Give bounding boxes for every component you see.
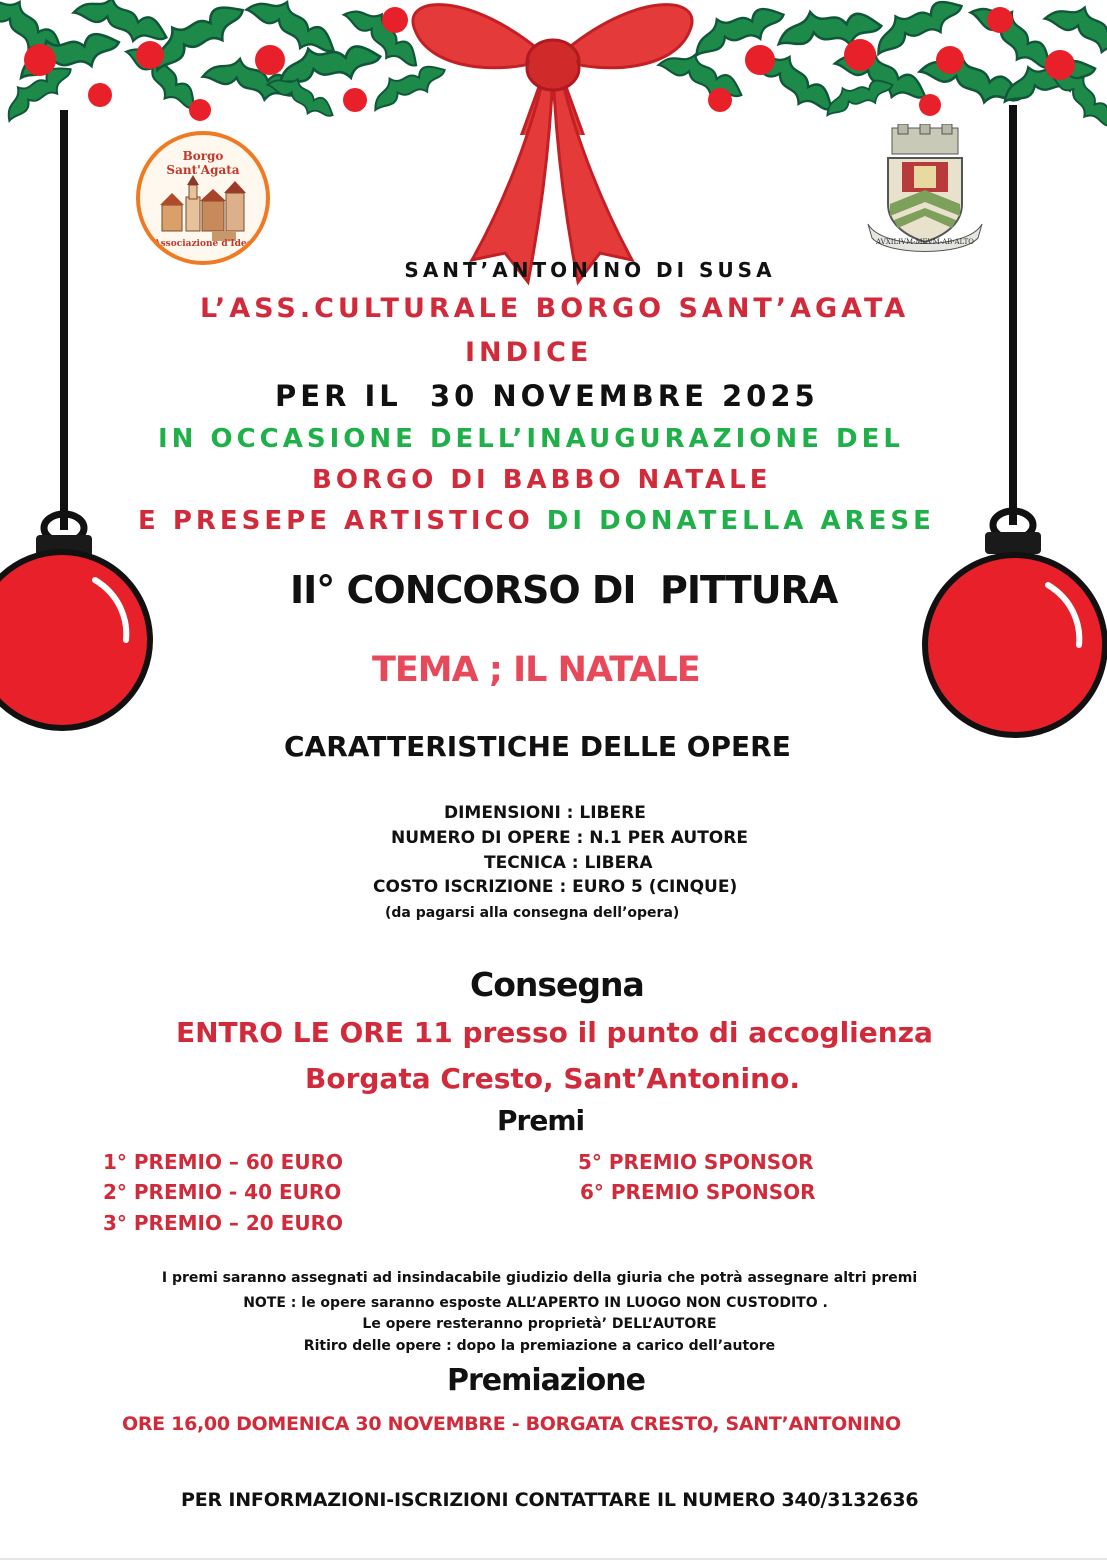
contest-title: II° CONCORSO DI PITTURA (290, 568, 838, 612)
header-town: SANT’ANTONINO DI SUSA (404, 258, 776, 282)
holly-berry (343, 88, 367, 112)
note-line-4: Ritiro delle opere : dopo la premiazione a carico dell’autore (303, 1338, 776, 1354)
header-date: PER IL 30 NOVEMBRE 2025 (275, 379, 819, 413)
logo-name-bottom: Associazione d'Idee (153, 239, 253, 249)
note-line-1: I premi saranno assegnati ad insindacabile giudizio della giuria che potrà assegnare altri premi (161, 1270, 918, 1286)
features-dimensions: DIMENSIONI : LIBERE (444, 803, 646, 823)
award-heading: Premiazione (447, 1363, 645, 1398)
header-indice: INDICE (465, 337, 593, 368)
holly-berry (745, 45, 775, 75)
features-number: NUMERO DI OPERE : N.1 PER AUTORE (391, 828, 748, 848)
note-line-3: Le opere resteranno proprietà’ DELL’AUTORE (362, 1316, 717, 1332)
contest-theme: TEMA ; IL NATALE (372, 650, 700, 690)
coat-motto: AVXILIVM·MEVM·AB·ALTO (875, 238, 975, 246)
delivery-line-2: Borgata Cresto, Sant’Antonino. (305, 1062, 800, 1095)
holly-berry (88, 83, 112, 107)
award-detail: ORE 16,00 DOMENICA 30 NOVEMBRE - BORGATA CRESTO, SANT’ANTONINO (122, 1413, 901, 1435)
prize-5: 5° PREMIO SPONSOR (578, 1150, 814, 1174)
header-association: L’ASS.CULTURALE BORGO SANT’AGATA (200, 293, 910, 324)
prize-1: 1° PREMIO – 60 EURO (103, 1150, 343, 1174)
prize-6: 6° PREMIO SPONSOR (580, 1180, 816, 1204)
note-line-2: NOTE : le opere saranno esposte ALL’APERTO IN LUOGO NON CUSTODITO . (243, 1295, 828, 1311)
logo-name-top: Borgo Sant'Agata (166, 149, 240, 177)
features-cost: COSTO ISCRIZIONE : EURO 5 (CINQUE) (373, 877, 738, 897)
prizes-heading: Premi (497, 1104, 585, 1137)
association-logo (136, 131, 270, 265)
holly-berry (844, 39, 876, 71)
holly-berry (1045, 50, 1075, 80)
header-occasion: IN OCCASIONE DELL’INAUGURAZIONE DEL (158, 424, 904, 454)
delivery-line-1: ENTRO LE ORE 11 presso il punto di accoglienza (176, 1016, 933, 1049)
bow-ribbon-tails (460, 60, 650, 290)
municipal-coat-of-arms (862, 124, 988, 260)
features-cost-note: (da pagarsi alla consegna dell’opera) (385, 905, 680, 921)
header-presepe (138, 506, 935, 536)
features-technique: TECNICA : LIBERA (484, 853, 653, 873)
holly-berry (24, 44, 56, 76)
bottom-divider (0, 1558, 1107, 1560)
header-borgo: BORGO DI BABBO NATALE (312, 465, 772, 495)
prize-3: 3° PREMIO – 20 EURO (103, 1211, 343, 1235)
holly-berry (136, 41, 164, 69)
holly-berry (382, 7, 408, 33)
holly-berry (189, 99, 211, 121)
holly-berry (936, 46, 964, 74)
header-presepe-green: DI DONATELLA ARESE (546, 506, 935, 536)
holly-berry (708, 88, 732, 112)
holly-berry (255, 45, 285, 75)
holly-berry (987, 7, 1013, 33)
features-heading: CARATTERISTICHE DELLE OPERE (284, 730, 791, 763)
delivery-heading: Consegna (470, 965, 644, 1004)
prize-2: 2° PREMIO - 40 EURO (103, 1180, 342, 1204)
contact-info: PER INFORMAZIONI-ISCRIZIONI CONTATTARE IL NUMERO 340/3132636 (181, 1489, 919, 1511)
header-presepe-red: E PRESEPE ARTISTICO (138, 506, 534, 536)
